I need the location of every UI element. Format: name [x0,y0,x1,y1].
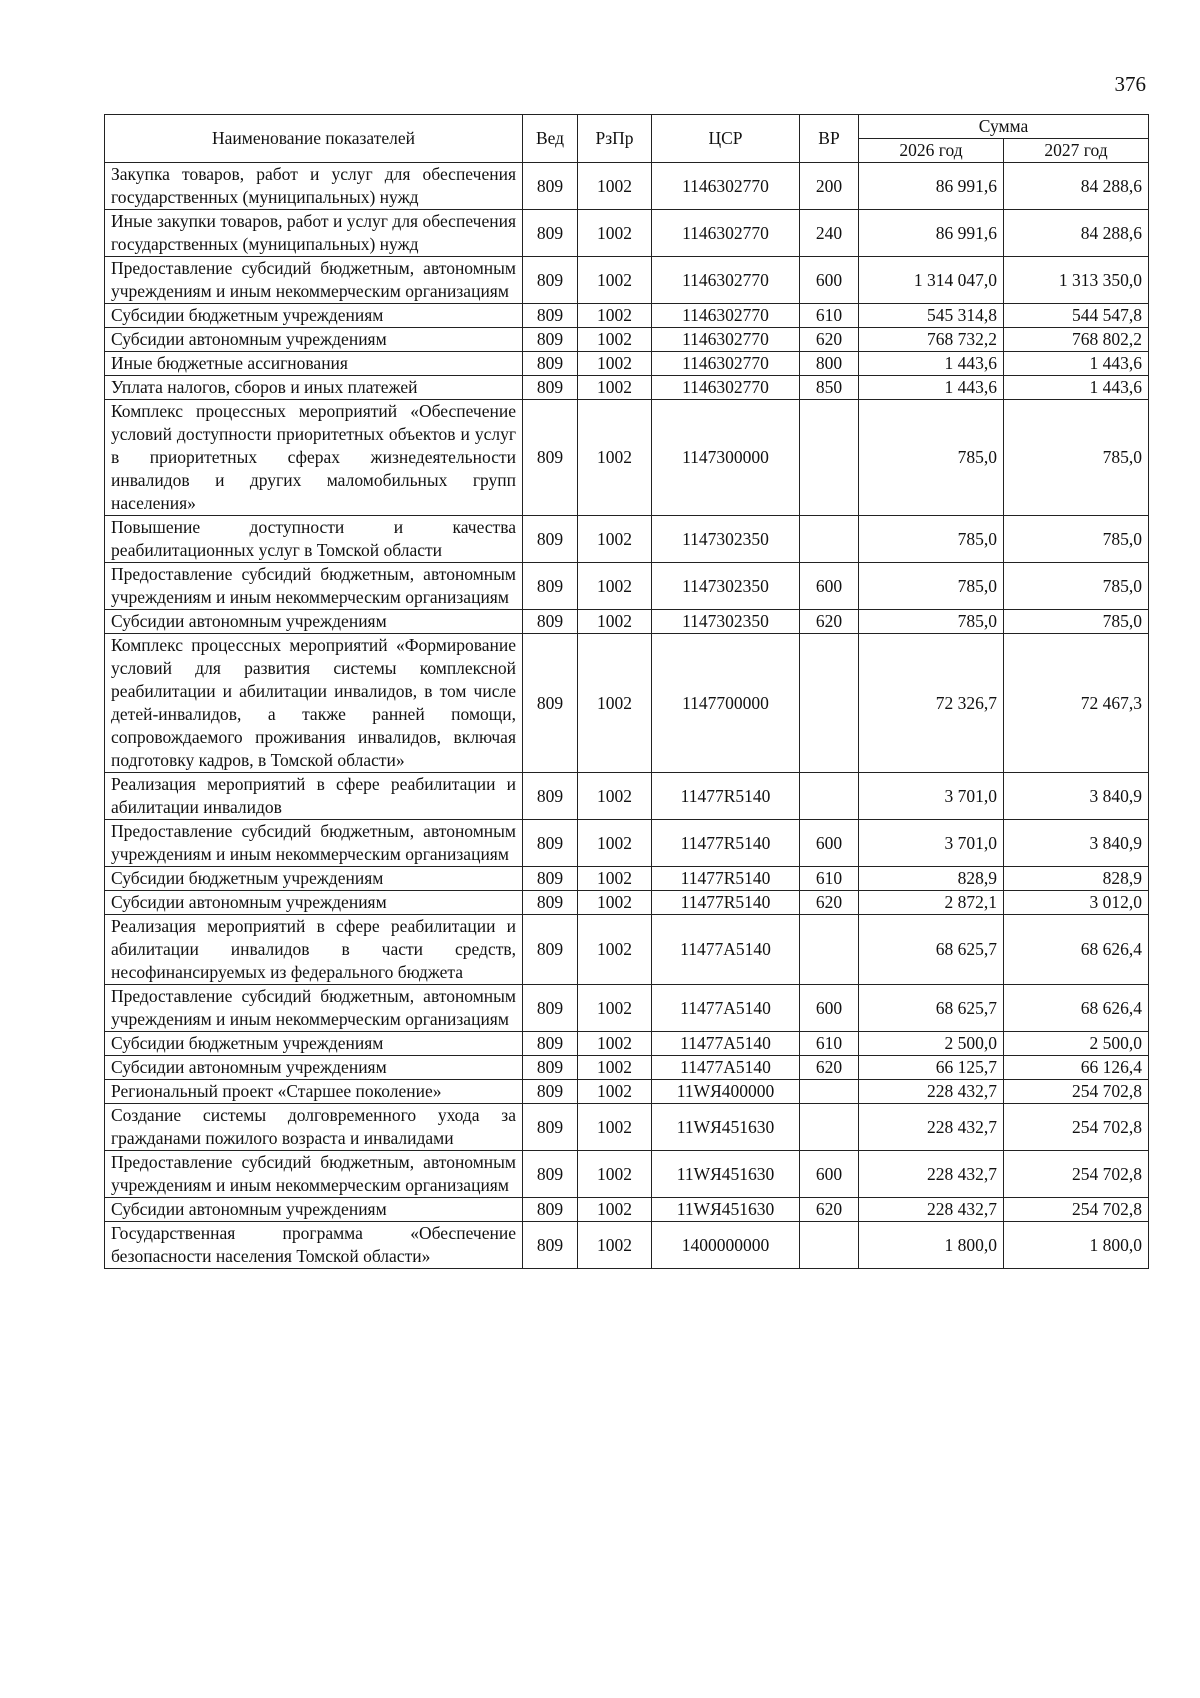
cell-rzpr: 1002 [578,1032,652,1056]
cell-name: Субсидии автономным учреждениям [105,328,523,352]
cell-name: Региональный проект «Старшее поколение» [105,1080,523,1104]
cell-ved: 809 [523,163,578,210]
cell-name: Предоставление субсидий бюджетным, автономным учреждениям и иным некоммерческим организациям [105,563,523,610]
header-vr: ВР [800,115,859,163]
table-row [105,1198,1149,1222]
cell-name: Субсидии бюджетным учреждениям [105,867,523,891]
table-row [105,1032,1149,1056]
cell-rzpr: 1002 [578,867,652,891]
cell-2027: 785,0 [1004,563,1149,610]
cell-vr: 240 [800,210,859,257]
cell-rzpr: 1002 [578,773,652,820]
cell-name: Реализация мероприятий в сфере реабилитации и абилитации инвалидов [105,773,523,820]
cell-vr [800,1080,859,1104]
cell-2027: 254 702,8 [1004,1151,1149,1198]
cell-ved: 809 [523,820,578,867]
table-row [105,1222,1149,1269]
cell-csr: 11477A5140 [652,1056,800,1080]
cell-vr: 800 [800,352,859,376]
cell-ved: 809 [523,304,578,328]
cell-name: Субсидии автономным учреждениям [105,1198,523,1222]
table-row [105,328,1149,352]
cell-ved: 809 [523,1151,578,1198]
cell-csr: 11WЯ400000 [652,1080,800,1104]
cell-rzpr: 1002 [578,1151,652,1198]
cell-2026: 1 443,6 [859,376,1004,400]
cell-rzpr: 1002 [578,634,652,773]
header-ved: Вед [523,115,578,163]
table-row [105,1104,1149,1151]
header-year-2027: 2027 год [1004,139,1149,163]
cell-vr [800,400,859,516]
cell-name: Государственная программа «Обеспечение безопасности населения Томской области» [105,1222,523,1269]
cell-2026: 86 991,6 [859,163,1004,210]
cell-2027: 72 467,3 [1004,634,1149,773]
table-row [105,516,1149,563]
cell-csr: 11477R5140 [652,773,800,820]
cell-rzpr: 1002 [578,1056,652,1080]
cell-ved: 809 [523,1080,578,1104]
cell-vr: 600 [800,257,859,304]
cell-2026: 785,0 [859,610,1004,634]
cell-2027: 66 126,4 [1004,1056,1149,1080]
cell-name: Субсидии автономным учреждениям [105,1056,523,1080]
cell-2026: 3 701,0 [859,773,1004,820]
table-row [105,376,1149,400]
cell-2027: 84 288,6 [1004,210,1149,257]
cell-name: Предоставление субсидий бюджетным, автономным учреждениям и иным некоммерческим организациям [105,1151,523,1198]
cell-csr: 11477A5140 [652,915,800,985]
cell-2027: 828,9 [1004,867,1149,891]
cell-rzpr: 1002 [578,210,652,257]
cell-vr [800,773,859,820]
cell-csr: 1146302770 [652,328,800,352]
cell-2026: 785,0 [859,516,1004,563]
cell-ved: 809 [523,328,578,352]
table-row [105,1151,1149,1198]
cell-csr: 11WЯ451630 [652,1151,800,1198]
cell-ved: 809 [523,257,578,304]
cell-name: Предоставление субсидий бюджетным, автономным учреждениям и иным некоммерческим организациям [105,257,523,304]
cell-2027: 785,0 [1004,400,1149,516]
cell-2027: 254 702,8 [1004,1080,1149,1104]
cell-name: Субсидии бюджетным учреждениям [105,304,523,328]
cell-csr: 1147302350 [652,516,800,563]
cell-ved: 809 [523,985,578,1032]
cell-name: Предоставление субсидий бюджетным, автономным учреждениям и иным некоммерческим организациям [105,820,523,867]
cell-rzpr: 1002 [578,257,652,304]
cell-2027: 3 840,9 [1004,820,1149,867]
cell-csr: 1146302770 [652,210,800,257]
cell-name: Предоставление субсидий бюджетным, автономным учреждениям и иным некоммерческим организациям [105,985,523,1032]
cell-csr: 11477R5140 [652,891,800,915]
cell-csr: 11WЯ451630 [652,1198,800,1222]
table-row [105,400,1149,516]
cell-ved: 809 [523,1104,578,1151]
cell-rzpr: 1002 [578,610,652,634]
cell-vr: 620 [800,328,859,352]
cell-ved: 809 [523,773,578,820]
cell-2027: 768 802,2 [1004,328,1149,352]
cell-csr: 1147700000 [652,634,800,773]
cell-rzpr: 1002 [578,1222,652,1269]
cell-2026: 228 432,7 [859,1198,1004,1222]
cell-2027: 84 288,6 [1004,163,1149,210]
cell-ved: 809 [523,563,578,610]
cell-2027: 1 443,6 [1004,352,1149,376]
cell-name: Иные закупки товаров, работ и услуг для обеспечения государственных (муниципальных) нужд [105,210,523,257]
cell-2026: 68 625,7 [859,915,1004,985]
cell-rzpr: 1002 [578,304,652,328]
cell-csr: 11477A5140 [652,1032,800,1056]
cell-name: Субсидии автономным учреждениям [105,610,523,634]
cell-2027: 1 443,6 [1004,376,1149,400]
cell-2026: 545 314,8 [859,304,1004,328]
table-row [105,163,1149,210]
table-header [105,115,1149,163]
cell-2027: 785,0 [1004,516,1149,563]
table-row [105,891,1149,915]
cell-2027: 1 800,0 [1004,1222,1149,1269]
cell-ved: 809 [523,1056,578,1080]
cell-ved: 809 [523,376,578,400]
cell-ved: 809 [523,891,578,915]
cell-vr: 600 [800,563,859,610]
budget-table [104,114,1149,1269]
cell-2026: 1 314 047,0 [859,257,1004,304]
cell-csr: 1146302770 [652,257,800,304]
cell-2027: 3 840,9 [1004,773,1149,820]
cell-csr: 1147302350 [652,610,800,634]
cell-ved: 809 [523,634,578,773]
cell-vr: 610 [800,1032,859,1056]
header-rzpr: РзПр [578,115,652,163]
cell-vr [800,915,859,985]
cell-vr [800,516,859,563]
table-row [105,304,1149,328]
cell-ved: 809 [523,915,578,985]
cell-csr: 11477R5140 [652,867,800,891]
cell-name: Уплата налогов, сборов и иных платежей [105,376,523,400]
cell-2027: 1 313 350,0 [1004,257,1149,304]
cell-rzpr: 1002 [578,1198,652,1222]
cell-name: Создание системы долговременного ухода за гражданами пожилого возраста и инвалидами [105,1104,523,1151]
table-row [105,257,1149,304]
cell-rzpr: 1002 [578,163,652,210]
header-year-2026: 2026 год [859,139,1004,163]
cell-vr: 610 [800,867,859,891]
cell-csr: 1400000000 [652,1222,800,1269]
cell-name: Комплекс процессных мероприятий «Обеспечение условий доступности приоритетных объектов и услуг в приоритетных сферах жизнедеятельности инвалидов и других маломобильных групп населения» [105,400,523,516]
cell-ved: 809 [523,1198,578,1222]
table-row [105,1080,1149,1104]
cell-vr [800,634,859,773]
table-row [105,352,1149,376]
cell-rzpr: 1002 [578,516,652,563]
cell-2026: 228 432,7 [859,1151,1004,1198]
cell-vr [800,1104,859,1151]
table-row [105,820,1149,867]
cell-2026: 72 326,7 [859,634,1004,773]
cell-name: Субсидии бюджетным учреждениям [105,1032,523,1056]
cell-rzpr: 1002 [578,352,652,376]
cell-vr: 600 [800,1151,859,1198]
cell-vr: 620 [800,610,859,634]
cell-csr: 1146302770 [652,352,800,376]
cell-csr: 1147302350 [652,563,800,610]
table-row [105,773,1149,820]
header-sum: Сумма [859,115,1149,139]
cell-vr: 850 [800,376,859,400]
cell-csr: 11477A5140 [652,985,800,1032]
cell-2026: 2 500,0 [859,1032,1004,1056]
cell-vr [800,1222,859,1269]
cell-rzpr: 1002 [578,328,652,352]
cell-2026: 785,0 [859,400,1004,516]
header-name: Наименование показателей [105,115,523,163]
cell-rzpr: 1002 [578,563,652,610]
cell-ved: 809 [523,400,578,516]
cell-ved: 809 [523,1222,578,1269]
cell-2026: 2 872,1 [859,891,1004,915]
cell-name: Комплекс процессных мероприятий «Формирование условий для развития системы комплексной реабилитации и абилитации инвалидов, в том числе детей-инвалидов, а также ранней помощи, сопровождаемого проживания инвалидов, включая подготовку кадров, в Томской области» [105,634,523,773]
cell-rzpr: 1002 [578,985,652,1032]
cell-rzpr: 1002 [578,915,652,985]
table-body [105,163,1149,1269]
cell-rzpr: 1002 [578,400,652,516]
cell-name: Закупка товаров, работ и услуг для обеспечения государственных (муниципальных) нужд [105,163,523,210]
cell-csr: 11477R5140 [652,820,800,867]
cell-ved: 809 [523,352,578,376]
cell-name: Иные бюджетные ассигнования [105,352,523,376]
cell-ved: 809 [523,610,578,634]
table-row [105,985,1149,1032]
cell-name: Повышение доступности и качества реабилитационных услуг в Томской области [105,516,523,563]
cell-csr: 1147300000 [652,400,800,516]
cell-2027: 544 547,8 [1004,304,1149,328]
cell-vr: 600 [800,820,859,867]
cell-2026: 785,0 [859,563,1004,610]
cell-ved: 809 [523,516,578,563]
cell-csr: 1146302770 [652,304,800,328]
cell-vr: 610 [800,304,859,328]
cell-rzpr: 1002 [578,1104,652,1151]
cell-csr: 1146302770 [652,163,800,210]
table-row [105,915,1149,985]
cell-ved: 809 [523,1032,578,1056]
cell-ved: 809 [523,210,578,257]
cell-2026: 1 443,6 [859,352,1004,376]
cell-2026: 228 432,7 [859,1104,1004,1151]
cell-2026: 68 625,7 [859,985,1004,1032]
cell-2026: 228 432,7 [859,1080,1004,1104]
cell-vr: 200 [800,163,859,210]
cell-2027: 254 702,8 [1004,1198,1149,1222]
page-number: 376 [1114,72,1146,96]
cell-vr: 600 [800,985,859,1032]
cell-vr: 620 [800,1198,859,1222]
table-row [105,210,1149,257]
cell-ved: 809 [523,867,578,891]
cell-2027: 254 702,8 [1004,1104,1149,1151]
cell-rzpr: 1002 [578,376,652,400]
cell-csr: 1146302770 [652,376,800,400]
cell-2026: 3 701,0 [859,820,1004,867]
cell-2027: 2 500,0 [1004,1032,1149,1056]
cell-2026: 86 991,6 [859,210,1004,257]
header-csr: ЦСР [652,115,800,163]
cell-rzpr: 1002 [578,820,652,867]
cell-vr: 620 [800,891,859,915]
cell-2026: 768 732,2 [859,328,1004,352]
table-row [105,563,1149,610]
table-row [105,1056,1149,1080]
cell-2027: 785,0 [1004,610,1149,634]
cell-2026: 1 800,0 [859,1222,1004,1269]
table-row [105,867,1149,891]
cell-2027: 3 012,0 [1004,891,1149,915]
cell-rzpr: 1002 [578,891,652,915]
cell-2026: 828,9 [859,867,1004,891]
cell-2027: 68 626,4 [1004,915,1149,985]
cell-vr: 620 [800,1056,859,1080]
cell-2027: 68 626,4 [1004,985,1149,1032]
table-row [105,610,1149,634]
cell-name: Реализация мероприятий в сфере реабилитации и абилитации инвалидов в части средств, несофинансируемых из федерального бюджета [105,915,523,985]
cell-rzpr: 1002 [578,1080,652,1104]
table-row [105,634,1149,773]
cell-name: Субсидии автономным учреждениям [105,891,523,915]
cell-csr: 11WЯ451630 [652,1104,800,1151]
cell-2026: 66 125,7 [859,1056,1004,1080]
